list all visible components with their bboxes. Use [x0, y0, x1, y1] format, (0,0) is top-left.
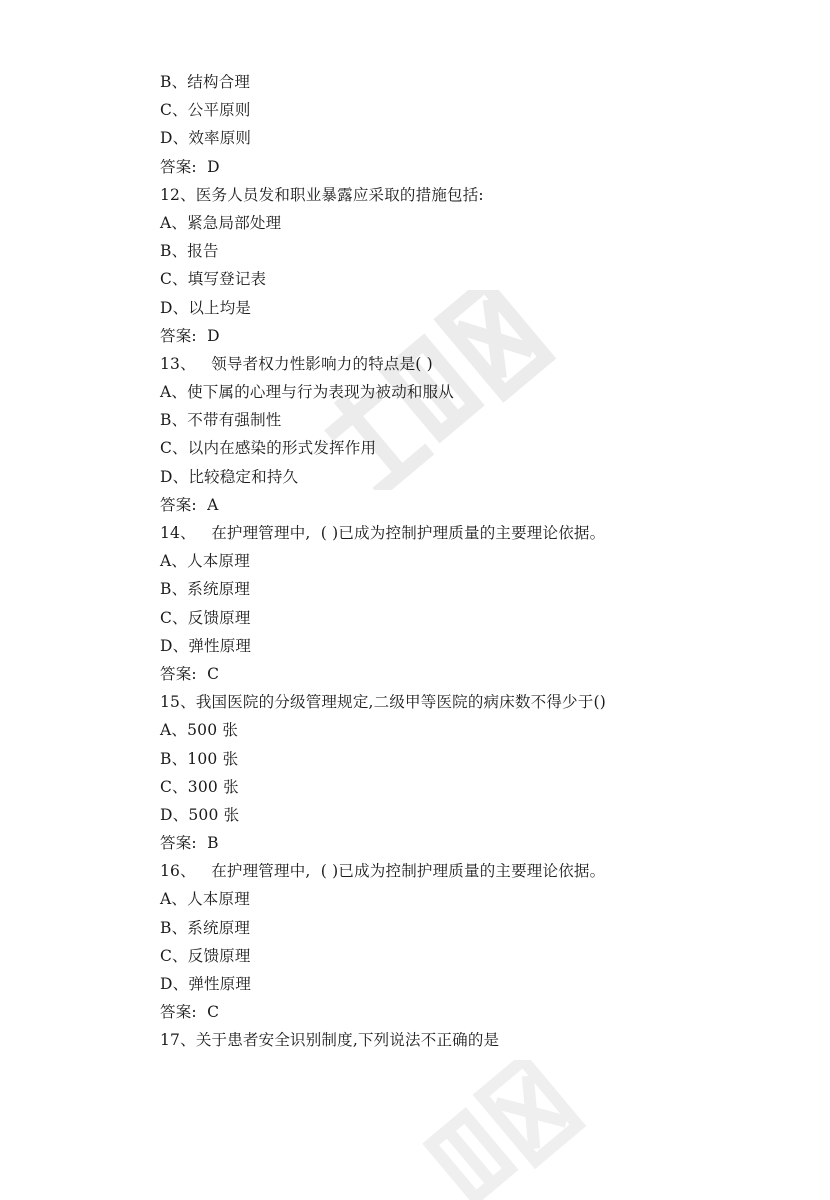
option-line: D、弹性原理 — [160, 636, 252, 655]
question-line: 17、关于患者安全识别制度,下列说法不正确的是 — [160, 1031, 500, 1050]
answer-line: 答案: D — [160, 157, 220, 176]
option-line: C、公平原则 — [160, 101, 251, 120]
question-line: 14、 在护理管理中, ( )已成为控制护理质量的主要理论依据。 — [160, 524, 606, 542]
option-line: D、以上均是 — [160, 298, 252, 317]
question-line: 15、我国医院的分级管理规定,二级甲等医院的病床数不得少于() — [160, 693, 606, 712]
option-line: A、使下属的心理与行为表现为被动和服从 — [160, 383, 454, 402]
option-line: A、人本原理 — [160, 890, 250, 909]
option-line: A、人本原理 — [160, 552, 250, 571]
option-line: D、效率原则 — [160, 129, 252, 148]
option-line: D、弹性原理 — [160, 975, 252, 993]
option-line: B、不带有强制性 — [160, 411, 282, 430]
answer-line: 答案: B — [160, 834, 219, 853]
answer-line: 答案: D — [160, 326, 220, 345]
option-line: C、反馈原理 — [160, 608, 251, 627]
option-line: C、填写登记表 — [160, 270, 267, 289]
option-line: D、500 张 — [160, 805, 240, 824]
option-line: C、反馈原理 — [160, 946, 251, 965]
option-line: A、500 张 — [160, 721, 239, 740]
option-line: C、以内在感染的形式发挥作用 — [160, 439, 377, 458]
question-line: 12、医务人员发和职业暴露应采取的措施包括: — [160, 185, 484, 204]
option-line: B、系统原理 — [160, 918, 251, 937]
question-line: 13、 领导者权力性影响力的特点是( ) — [160, 354, 433, 373]
option-line: A、紧急局部处理 — [160, 213, 282, 232]
watermark-logo-icon-bottom — [380, 1060, 640, 1200]
question-line: 16、 在护理管理中, ( )已成为控制护理质量的主要理论依据。 — [160, 862, 606, 881]
answer-line: 答案: A — [160, 495, 219, 514]
question-content — [160, 68, 760, 1055]
option-line: D、比较稳定和持久 — [160, 467, 299, 486]
option-line: B、报告 — [160, 242, 219, 261]
option-line: B、结构合理 — [160, 73, 251, 91]
option-line: B、100 张 — [160, 749, 239, 768]
option-line: C、300 张 — [160, 777, 239, 796]
answer-line: 答案: C — [160, 664, 220, 683]
option-line: B、系统原理 — [160, 580, 251, 599]
answer-line: 答案: C — [160, 1003, 220, 1022]
